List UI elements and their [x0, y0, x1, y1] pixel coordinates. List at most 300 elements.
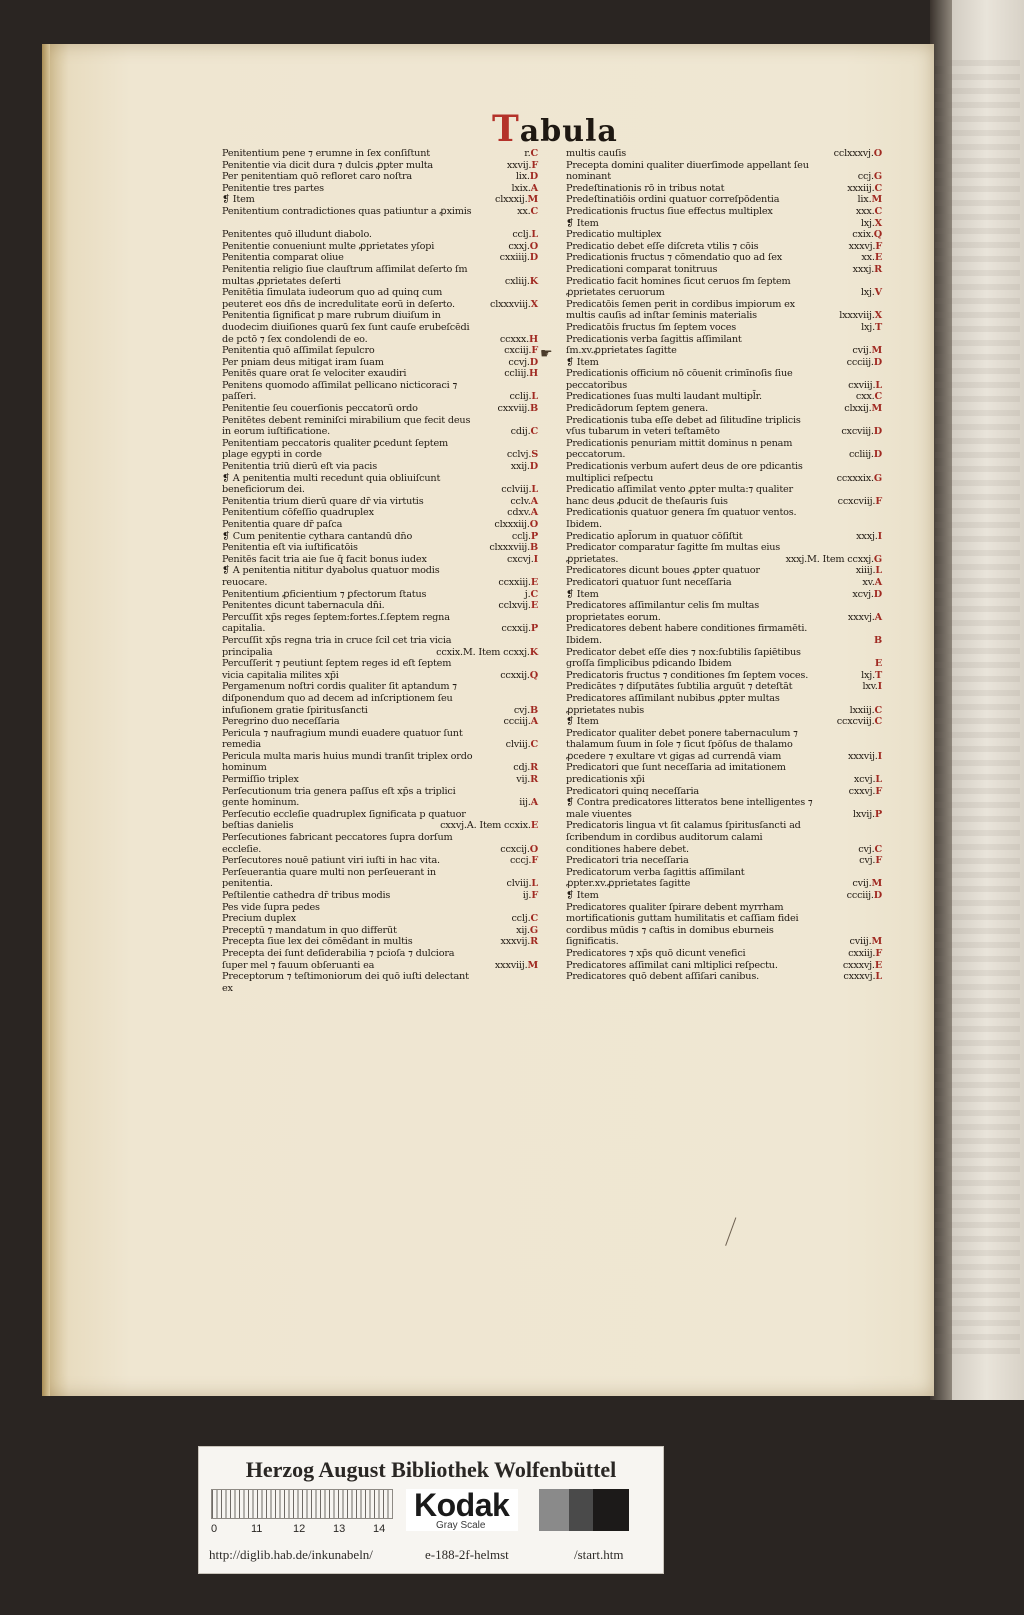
folio-letter: M — [527, 959, 538, 971]
folio-reference — [511, 426, 538, 438]
ruler-number: 13 — [333, 1523, 346, 1535]
folio-number: ccxxxix. — [836, 472, 874, 484]
index-entry — [566, 971, 882, 983]
folio-number: cxcviij. — [841, 426, 874, 438]
folio-reference — [500, 334, 538, 346]
entry-text: Peregrino duo neceſſaria — [222, 716, 340, 728]
index-entry — [222, 716, 538, 728]
entry-text: Penitentes dicunt tabernacula dn̄i. — [222, 600, 385, 612]
folio-reference — [848, 751, 882, 763]
folio-reference — [837, 473, 882, 485]
folio-reference — [837, 716, 882, 728]
gray-scale-label: Gray Scale — [436, 1520, 486, 1531]
index-entry — [222, 635, 538, 658]
folio-reference — [497, 403, 538, 415]
folio-number: xx. — [517, 205, 531, 217]
entry-text: Penitentia ſignificat p mare rubrum diuiſum in duodecim diuiſiones quarū ſex ſunt cauſe erubeſcēdi de pctō ⁊ ſex condolendi de eo. — [222, 310, 470, 345]
index-entry — [566, 670, 882, 682]
folio-number: cvij. — [852, 878, 872, 890]
folio-reference — [786, 554, 882, 566]
index-entry — [222, 264, 538, 287]
entry-text: ❡ Contra predicatores litteratos bene intelligentes ⁊ male viuentes — [566, 797, 813, 820]
folio-number: clxxxviij. — [490, 298, 531, 310]
entry-text: Predicatoris fructus ⁊ conditiones ſm ſeptem voces. — [566, 669, 809, 681]
folio-letter: D — [873, 588, 882, 600]
folio-number: xx. — [861, 252, 875, 264]
folio-letter: E — [530, 576, 538, 588]
entry-text: Perſecutores nouē patiunt viri iuſti in hac vita. — [222, 855, 440, 867]
folio-letter: D — [873, 426, 882, 438]
index-entry — [222, 148, 538, 160]
folio-reference — [861, 218, 882, 230]
folio-letter: R — [530, 762, 538, 774]
folio-number: cxxxvj. — [842, 959, 875, 971]
folio-number: xv. — [862, 576, 875, 588]
entry-text: Penitentia quō aſſimilat ſepulcro — [222, 345, 375, 357]
folio-letter: L — [531, 878, 538, 890]
folio-reference — [858, 194, 882, 206]
folio-number: ij. — [522, 890, 532, 901]
folio-letter: M — [527, 194, 538, 206]
folio-reference — [507, 554, 538, 566]
folio-number: ccvj. — [508, 356, 530, 368]
entry-text: Penitens quomodo aſſimilat pellicano nicticoraci ⁊ paſſeri. — [222, 379, 458, 403]
folio-letter: O — [873, 148, 882, 159]
folio-number: xcvj. — [852, 588, 874, 600]
folio-reference — [849, 449, 882, 461]
folio-letter: I — [877, 530, 882, 542]
index-entry — [566, 241, 882, 253]
folio-reference — [862, 681, 882, 693]
entry-text: Perſecutio eccleſie quadruplex ſignificata p quatuor beſtias danielis — [222, 808, 466, 832]
folio-reference — [501, 623, 538, 635]
folio-reference — [850, 705, 882, 717]
index-entry — [222, 241, 538, 253]
folio-number: cclv. — [510, 495, 531, 507]
folio-reference — [524, 148, 538, 160]
folio-letter: R — [530, 774, 538, 786]
folio-reference — [858, 844, 882, 856]
gray-swatch — [539, 1489, 569, 1531]
folio-number: ccxxiij. — [498, 576, 531, 588]
folio-number: ccxcviij. — [836, 716, 875, 728]
folio-reference — [508, 357, 538, 369]
index-entry — [566, 797, 882, 820]
entry-text: Predicādorum ſeptem genera. — [566, 403, 708, 415]
folio-number: cclj. — [511, 913, 531, 925]
index-column-right — [566, 148, 882, 983]
folio-number: xxxviij. — [494, 959, 528, 971]
index-entry — [566, 577, 882, 589]
index-entry — [566, 148, 882, 160]
entry-text: Predicatores aſſimilantur celis ſm multas proprietates eorum. — [566, 600, 760, 623]
folio-number: cviij. — [849, 936, 872, 948]
entry-text: Predicatores debent habere conditiones firmamēti. Ibidem. — [566, 623, 808, 646]
index-entry — [222, 345, 538, 357]
index-entry — [566, 160, 882, 183]
folio-letter: V — [874, 287, 882, 299]
library-url: http://diglib.hab.de/inkunabeln/ — [209, 1547, 373, 1562]
entry-text: Predicationis penuriam mittit dominus n penam peccatorum. — [566, 437, 793, 461]
index-entry — [566, 507, 882, 530]
entry-text: ❡ A penitentia nititur dyabolus quatuor modis reuocare. — [222, 565, 440, 588]
entry-text: Predicatio apl̄orum in quatuor cōſiſtit — [566, 530, 743, 542]
folio-letter: E — [874, 252, 882, 264]
index-entry — [222, 287, 538, 310]
folio-letter: B — [530, 542, 538, 554]
folio-number: cclviij. — [501, 484, 532, 496]
folio-letter: E — [874, 959, 882, 971]
index-entry — [566, 890, 882, 902]
folio-letter: F — [875, 785, 882, 797]
folio-number: ccxcij. — [500, 843, 530, 855]
folio-reference — [511, 461, 538, 473]
index-entry — [222, 855, 538, 867]
folio-letter: F — [875, 240, 882, 252]
folio-reference — [847, 183, 882, 195]
folio-reference — [852, 589, 882, 601]
folio-number: xxxvij. — [500, 936, 531, 948]
folio-number: xxvij. — [506, 159, 532, 171]
folio-number: clviij. — [506, 878, 532, 890]
folio-letter: I — [877, 681, 882, 693]
entry-text: Penitentia quare dr̄ paſca — [222, 519, 343, 530]
index-entry — [222, 948, 538, 971]
entry-text: Predicatio aſſimilat vento ꝓpter multa:⁊ qualiter hanc deus ꝓducit de theſauris ſuis — [566, 484, 793, 507]
entry-text: ❡ A penitentia multi recedunt quia obliuiſcunt beneficiorum dei. — [222, 472, 441, 496]
folio-number: lxj. — [861, 321, 875, 333]
index-entry — [566, 867, 882, 890]
folio-number: lxv. — [862, 681, 878, 693]
folio-number: cclvj. — [506, 449, 532, 461]
index-entry — [222, 171, 538, 183]
index-entry — [222, 925, 538, 937]
folio-reference — [436, 647, 538, 659]
folio-number: cxxiij. — [848, 947, 876, 959]
folio-reference — [511, 913, 538, 925]
index-entry — [566, 252, 882, 264]
index-entry — [566, 681, 882, 693]
folio-reference — [848, 380, 882, 392]
index-entry — [222, 890, 538, 902]
index-entry — [222, 936, 538, 948]
folio-reference — [507, 449, 538, 461]
adjacent-page-text — [935, 60, 1020, 1360]
entry-text: Predicatio facit homines ſicut ceruos ſm ſeptem ꝓprietates ceruorum — [566, 275, 791, 299]
folio-reference — [849, 786, 882, 798]
folio-reference — [849, 936, 882, 948]
folio-reference — [490, 299, 538, 311]
entry-text: Pes vide ſupra pedes — [222, 901, 320, 913]
folio-number: ccxcviij. — [837, 495, 876, 507]
folio-reference — [847, 890, 882, 902]
folio-letter: G — [529, 924, 538, 936]
folio-letter: O — [529, 843, 538, 855]
entry-text: Penitentium pene ⁊ erumne in ſex conſiſtunt — [222, 148, 430, 159]
index-entry — [222, 160, 538, 172]
entry-text: Predicatori que ſunt neceſſaria ad imitationem predicationis xp̄i — [566, 762, 786, 786]
folio-reference — [856, 565, 882, 577]
folio-letter: G — [873, 171, 882, 183]
entry-text: Per pniam deus mitigat iram ſuam — [222, 356, 384, 368]
folio-reference — [494, 519, 538, 531]
folio-reference — [861, 322, 882, 334]
folio-reference — [861, 670, 882, 682]
folio-reference — [874, 635, 882, 647]
entry-text: Penitentia trium dierū quare dr̄ via virtutis — [222, 495, 424, 507]
folio-number: clxxxviij. — [489, 542, 530, 554]
entry-text: Perſecutiones fabricant peccatores ſupra dorſum eccleſie. — [222, 832, 453, 855]
folio-letter: O — [529, 240, 538, 252]
folio-reference — [500, 252, 538, 264]
folio-number: ccxxx. — [499, 333, 530, 345]
folio-number: clxxxiij. — [494, 519, 530, 530]
index-entry — [222, 461, 538, 473]
entry-text: Peſtilentie cathedra dr̄ tribus modis — [222, 890, 391, 901]
entry-text: Pericula ⁊ naufragium mundi euadere quatuor ſunt remedia — [222, 727, 463, 751]
folio-letter: L — [875, 971, 882, 983]
entry-text: Penitēs quare orat ſe velociter exaudiri — [222, 368, 407, 380]
entry-text: Predicationis officium nō cōuenit crimīnoſis ſiue peccatoribus — [566, 368, 793, 391]
index-entry — [566, 600, 882, 623]
folio-number: lix. — [515, 171, 530, 183]
folio-letter: C — [530, 426, 538, 438]
folio-number: lxj. — [860, 217, 875, 229]
index-entry — [222, 206, 538, 218]
entry-text: Penitentia eſt via iuſtificatōis — [222, 542, 358, 554]
folio-reference — [512, 229, 538, 241]
folio-reference — [500, 936, 538, 948]
header-initial: T — [492, 108, 520, 150]
entry-text: Precepta dei ſunt deſiderabilia ⁊ pcioſa ⁊ dulciora ſuper mel ⁊ fauum obſeruanti ea — [222, 947, 455, 971]
entry-text: Penitentia comparat oliue — [222, 252, 344, 264]
folio-reference — [504, 345, 538, 357]
folio-reference — [848, 948, 882, 960]
entry-text: ❡ Item — [566, 716, 599, 728]
entry-text: Predicatores dicunt boues ꝓpter quatuor — [566, 565, 760, 577]
folio-letter: C — [874, 391, 882, 403]
folio-reference — [862, 577, 882, 589]
folio-number: xij. — [516, 924, 530, 936]
entry-text: Percuſſit xp̄s reges ſeptem:fortes.ſ.ſeptem regna capitalia. — [222, 611, 450, 635]
folio-number: cxxxvj. — [843, 971, 876, 983]
folio-letter: M — [871, 403, 882, 415]
index-entry — [566, 786, 882, 798]
index-entry — [566, 357, 882, 369]
folio-letter: F — [875, 495, 882, 507]
folio-reference — [506, 878, 538, 890]
folio-reference — [508, 241, 538, 253]
index-entry — [222, 519, 538, 531]
folio-number: xxxvj. — [847, 611, 875, 623]
index-entry — [566, 299, 882, 322]
entry-text: Predicatio multiplex — [566, 229, 662, 241]
folio-letter: F — [531, 345, 538, 357]
folio-letter: H — [529, 368, 538, 380]
folio-reference — [844, 403, 882, 415]
folio-letter: F — [875, 855, 882, 867]
folio-letter: M — [871, 345, 882, 357]
folio-reference — [489, 542, 538, 554]
folio-number: xxxj. — [856, 530, 878, 542]
folio-reference — [504, 368, 538, 380]
folio-number: cxciij. — [504, 345, 532, 357]
folio-number: lxvij. — [852, 808, 875, 820]
folio-number: j. — [524, 588, 531, 600]
folio-number: cxxvj. — [848, 785, 876, 797]
folio-number: ccliij. — [848, 449, 874, 461]
entry-text: Penitentium cōfeſſio quadruplex — [222, 507, 374, 519]
ruler-number: 12 — [293, 1523, 306, 1535]
folio-letter: C — [530, 148, 538, 159]
folio-letter: A — [530, 507, 538, 519]
folio-number: cxviij. — [848, 379, 876, 391]
library-color-card — [198, 1446, 664, 1574]
folio-number: xxx. — [855, 205, 875, 217]
index-entry — [222, 507, 538, 519]
folio-reference — [841, 426, 882, 438]
folio-letter: L — [531, 391, 538, 403]
index-entry — [566, 948, 882, 960]
folio-letter: A — [530, 716, 538, 728]
folio-letter: D — [529, 356, 538, 368]
folio-letter: K — [529, 646, 538, 658]
index-entry — [566, 368, 882, 391]
entry-text: Penitentie ſeu couerſionis peccatorū ordo — [222, 403, 418, 415]
folio-letter: C — [530, 913, 538, 925]
entry-text: Preceptū ⁊ mandatum in quo differūt — [222, 924, 397, 936]
index-entry — [222, 600, 538, 612]
entry-text: Predicatōis fructus ſm ſeptem voces — [566, 321, 737, 333]
folio-reference — [507, 160, 538, 172]
index-entry — [566, 276, 882, 299]
folio-letter: F — [531, 855, 538, 867]
folio-letter: A — [530, 495, 538, 507]
index-entry — [222, 565, 538, 588]
folio-number: cccj. — [509, 855, 532, 867]
folio-letter: D — [529, 461, 538, 473]
folio-letter: C — [874, 182, 882, 194]
folio-letter: O — [529, 519, 538, 530]
folio-letter: P — [530, 623, 538, 635]
index-entry — [222, 554, 538, 566]
folio-reference — [861, 287, 882, 299]
folio-number: lix. — [857, 194, 872, 206]
folio-number: clxxxij. — [494, 194, 528, 206]
entry-text: Penitentie tres partes — [222, 182, 324, 194]
index-column-left — [222, 148, 538, 994]
entry-text: ❡ Item — [566, 588, 599, 600]
entry-text: Predicatio debet eſſe diſcreta vtilis ⁊ cōis — [566, 240, 759, 252]
entry-text: Penitētia ſimulata iudeorum quo ad quinq cum peuteret eos dn̄s de incredulitate eorū in deſerto. — [222, 287, 455, 310]
folio-number: r. — [524, 148, 531, 159]
index-entry — [566, 960, 882, 972]
entry-text: Predicator comparatur ſagitte ſm multas eius ꝓprietates. — [566, 542, 781, 565]
index-entry — [566, 647, 882, 670]
folio-reference — [506, 739, 538, 751]
index-entry — [566, 565, 882, 577]
index-entry — [566, 438, 882, 461]
entry-text: Per penitentiam quō refloret caro noſtra — [222, 171, 412, 183]
entry-text: Penitentium ꝓficientium ⁊ ꝑfectorum ſtatus — [222, 588, 427, 600]
folio-letter: B — [874, 634, 882, 646]
index-entry — [566, 693, 882, 716]
index-entry — [222, 415, 538, 438]
folio-reference — [514, 705, 538, 717]
index-entry — [566, 403, 882, 415]
folio-reference — [516, 171, 538, 183]
index-entry — [566, 484, 882, 507]
index-entry — [222, 913, 538, 925]
kodak-logo-box — [406, 1489, 518, 1531]
index-entry — [222, 252, 538, 264]
folio-letter: L — [531, 484, 538, 496]
index-entry — [222, 681, 538, 716]
folio-number: xxxiij. — [847, 182, 875, 194]
index-entry — [566, 334, 882, 357]
folio-letter: L — [875, 774, 882, 786]
entry-text: Predicator debet eſſe dies ⁊ nox:ſubtilis ſapiētibus groſſa ſimplicibus pdicando Ibidem — [566, 646, 801, 670]
folio-reference — [849, 241, 882, 253]
index-entry — [566, 264, 882, 276]
index-entry — [222, 728, 538, 751]
folio-reference — [510, 855, 538, 867]
index-entry — [566, 461, 882, 484]
folio-letter: X — [874, 310, 882, 322]
folio-number: cdij. — [510, 426, 531, 438]
folio-number: cxxviij. — [497, 403, 530, 415]
index-entry — [566, 194, 882, 206]
folio-reference — [525, 589, 538, 601]
folio-reference — [513, 762, 538, 774]
entry-text: Predeſtinatiōis ordini quatuor correſpōdentia — [566, 194, 780, 206]
folio-letter: C — [874, 704, 882, 716]
folio-letter: L — [875, 565, 882, 577]
folio-number: cclxvij. — [498, 600, 531, 612]
index-entry — [222, 368, 538, 380]
ruler-number: 0 — [211, 1523, 218, 1535]
folio-letter: R — [530, 936, 538, 948]
index-entry — [222, 310, 538, 345]
folio-letter: I — [877, 750, 882, 762]
folio-letter: D — [873, 890, 882, 901]
folio-reference — [856, 391, 882, 403]
entry-text: Penitēs facit tria aie ſue q̄ facit bonus iudex — [222, 553, 427, 565]
index-entry — [222, 473, 538, 496]
folio-letter: C — [530, 739, 538, 751]
index-entry — [566, 762, 882, 785]
folio-reference — [504, 716, 539, 728]
folio-number: xxij. — [510, 461, 530, 473]
folio-reference — [834, 148, 882, 160]
entry-text: Predicationi comparat tonitruus — [566, 263, 718, 275]
index-entry — [566, 728, 882, 763]
pointing-hand-icon: ☛ — [540, 346, 553, 362]
folio-letter: K — [529, 275, 538, 287]
gray-swatch — [593, 1489, 629, 1531]
folio-letter: T — [874, 321, 882, 333]
entry-text: Predicatores quō debent aſſiſari canibus. — [566, 971, 760, 983]
folio-letter: E — [530, 600, 538, 612]
entry-text: Penitētes debent reminiſci mirabilium que fecit deus in eorum iuſtificatione. — [222, 414, 471, 438]
folio-letter: D — [873, 449, 882, 461]
entry-text: Precepta ſiue lex dei cōmēdant in multis — [222, 936, 413, 948]
folio-number: clviij. — [505, 739, 531, 751]
folio-number: ccciij. — [846, 356, 874, 368]
index-entry — [222, 403, 538, 415]
folio-reference — [505, 276, 538, 288]
entry-text: Predicationis fructus ⁊ cōmendatio quo ad ſex — [566, 252, 783, 264]
